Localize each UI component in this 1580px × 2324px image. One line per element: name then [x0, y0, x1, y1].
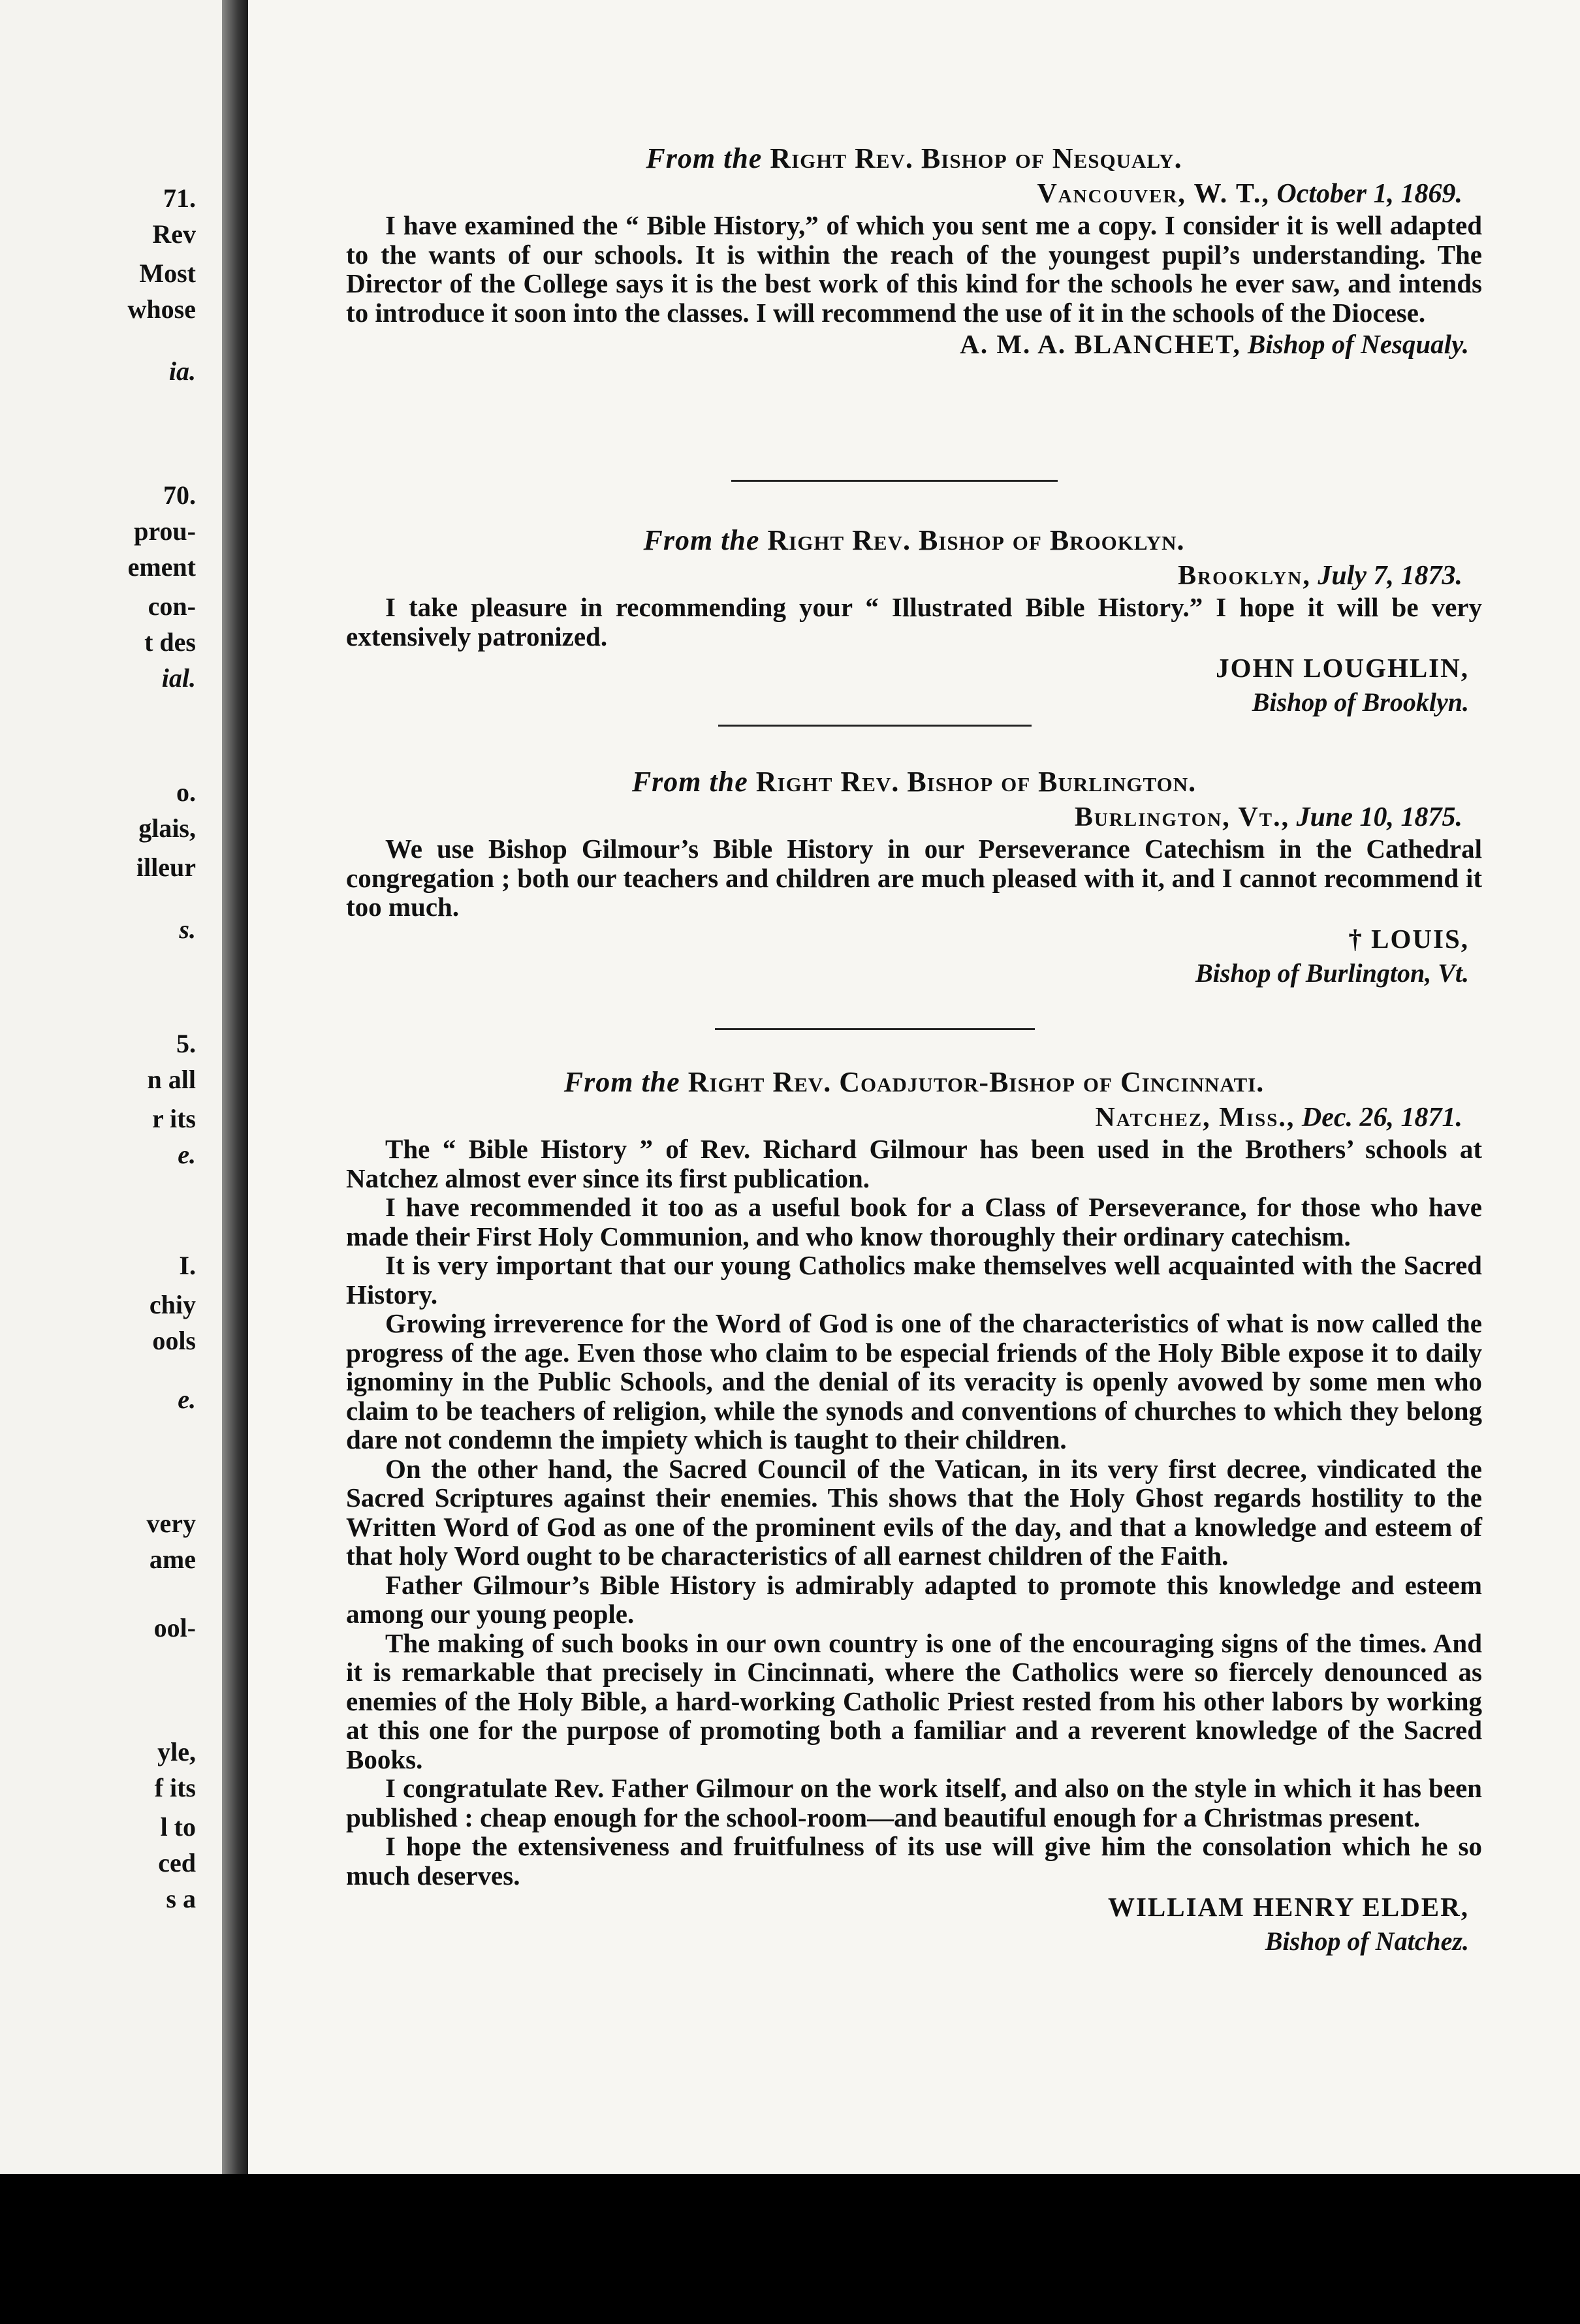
facing-page-text-fragment: ial. [161, 663, 196, 693]
heading-from: From the [563, 1066, 680, 1098]
signature-name: A. M. A. BLANCHET, [960, 329, 1241, 359]
facing-page-text-fragment: whose [127, 294, 196, 324]
facing-page-text-fragment: ced [158, 1848, 196, 1877]
signature-name-text: † LOUIS, [1348, 923, 1469, 954]
signature-name [346, 1890, 1482, 1924]
facing-page-text-fragment: f its [154, 1773, 196, 1802]
facing-page-text-fragment: n all [147, 1065, 196, 1094]
letter-paragraph: The making of such books in our own country is one of the encouraging signs of the times. And it is remarkable that precisely in Cincinnati, where the Catholics were so fiercely denounced as enemies of the Holy Bible, a hard-working Catholic Priest rested from his other labors by working at this one for the purpose of promoting both a familiar and a reverent knowledge of the Sacred Books. [346, 1627, 1482, 1774]
heading-bishop: Right Rev. Coadjutor-Bishop of Cincinnati. [687, 1066, 1265, 1098]
facing-page-text-fragment: 70. [163, 480, 196, 510]
letter-paragraph: I take pleasure in recommending your “ Illustrated Bible History.” I hope it will be very extensively patronized. [346, 592, 1482, 652]
dateline-place: Vancouver, W. T., [1037, 179, 1270, 209]
letter-paragraph: I have recommended it too as a useful book for a Class of Perseverance, for those who have made their First Holy Communion, and who know thoroughly their ordinary catechism. [346, 1192, 1482, 1251]
heading-from: From the [643, 524, 760, 556]
letter-paragraph: I have examined the “ Bible History,” of which you sent me a copy. I consider it is well adapted to the wants of our schools. It is within the reach of the youngest pupil’s understanding. The Director of the College says it is the best work of this kind for the schools he ever saw, and intends to introduce it soon into the classes. I will recommend the use of it in the schools of the Diocese. [346, 210, 1482, 328]
facing-page-text-fragment: ement [127, 552, 196, 582]
letter-paragraph: I hope the extensiveness and fruitfulness of its use will give him the consolation which he so much deserves. [346, 1831, 1482, 1891]
section-divider [718, 725, 1032, 727]
testimonial-letter [346, 1064, 1482, 1959]
signature-name-text: JOHN LOUGHLIN, [1216, 653, 1469, 683]
testimonial-letter [346, 764, 1482, 991]
signature [346, 327, 1482, 361]
facing-page-text-fragment: Rev [152, 219, 196, 249]
testimonial-letter [346, 140, 1482, 361]
facing-page-text-fragment: ool- [153, 1613, 196, 1642]
letter-heading [346, 140, 1482, 177]
signature-title: Bishop of Burlington, Vt. [1195, 958, 1469, 988]
dateline-date: June 10, 1875. [1296, 802, 1462, 832]
facing-page-text-fragment: l to [160, 1812, 196, 1842]
letter-paragraph: Growing irreverence for the Word of God is one of the characteristics of what is now called the progress of the age. Even those who claim to be especial friends of the Holy Bible expose it to daily ignominy in the Public Schools, and the denial of its veracity is openly avowed by some men who claim to be teachers of religion, while the synods and conventions of churches to which they belong dare not condemn the impiety which is taught to their children. [346, 1308, 1482, 1454]
dateline-date: Dec. 26, 1871. [1301, 1103, 1462, 1133]
dateline [346, 800, 1482, 834]
signature-name [346, 922, 1482, 956]
facing-page-text-fragment: prou- [134, 516, 196, 546]
facing-page-text-fragment: Most [139, 259, 196, 288]
dateline-date: July 7, 1873. [1318, 561, 1462, 591]
signature-title: Bishop of Natchez. [1265, 1926, 1469, 1956]
letter-paragraph: I congratulate Rev. Father Gilmour on the work itself, and also on the style in which it has been published : cheap enough for the school-room—and beautiful enough for a Christmas present. [346, 1773, 1482, 1832]
facing-page-text-fragment: t des [144, 627, 196, 657]
letter-heading [346, 522, 1482, 559]
signature-name [346, 651, 1482, 685]
signature-name-text: WILLIAM HENRY ELDER, [1107, 1892, 1469, 1922]
heading-from: From the [631, 766, 748, 798]
facing-page-text-fragment: glais, [138, 813, 196, 843]
letter-paragraph: Father Gilmour’s Bible History is admirably adapted to promote this knowledge and esteem among our young people. [346, 1569, 1482, 1629]
facing-page-text-fragment: con- [148, 591, 196, 621]
letter-paragraph: On the other hand, the Sacred Council of the Vatican, in its very first decree, vindicated the Sacred Scriptures against their enemies. This shows that the Holy Ghost regards hostility to the Written Word of God as one of the prominent evils of the day, and that a knowledge and esteem of that holy Word ought to be characteristics of all earnest children of the Faith. [346, 1453, 1482, 1571]
section-divider [731, 480, 1058, 482]
dateline-place: Burlington, Vt., [1074, 802, 1290, 832]
dateline [346, 559, 1482, 593]
letter-paragraph: The “ Bible History ” of Rev. Richard Gilmour has been used in the Brothers’ schools at Natchez almost ever since its first publication. [346, 1134, 1482, 1193]
scan-background [0, 2174, 1580, 2324]
facing-page-text-fragment: o. [176, 777, 196, 807]
facing-page-text-fragment: ools [152, 1326, 196, 1355]
facing-page-text-fragment: ia. [168, 356, 196, 386]
facing-page-text-fragment: s a [166, 1884, 196, 1913]
heading-bishop: Right Rev. Bishop of Burlington. [755, 766, 1197, 798]
book-gutter [222, 0, 248, 2174]
heading-bishop: Right Rev. Bishop of Nesqualy. [770, 142, 1182, 174]
heading-bishop: Right Rev. Bishop of Brooklyn. [767, 524, 1185, 556]
dateline-date: October 1, 1869. [1276, 179, 1462, 209]
facing-page-text-fragment: yle, [157, 1737, 196, 1767]
letter-paragraph: We use Bishop Gilmour’s Bible History in our Perseverance Catechism in the Cathedral congregation ; both our teachers and children are much pleased with it, and I cannot recommend it too much. [346, 834, 1482, 922]
facing-page-fragment [0, 0, 222, 2174]
facing-page-text-fragment: e. [178, 1140, 196, 1169]
letter-heading [346, 764, 1482, 800]
heading-from: From the [646, 142, 763, 174]
facing-page-text-fragment: very [146, 1509, 196, 1538]
dateline [346, 1101, 1482, 1135]
testimonial-letter [346, 522, 1482, 720]
section-divider [715, 1028, 1035, 1030]
facing-page-text-fragment: ame [149, 1545, 196, 1574]
facing-page-text-fragment: s. [179, 915, 196, 944]
signature-title: Bishop of Nesqualy. [1247, 329, 1469, 359]
dateline-place: Brooklyn, [1178, 561, 1311, 591]
testimonials-page [248, 0, 1580, 2174]
facing-page-text-fragment: r its [151, 1104, 196, 1133]
facing-page-text-fragment: chiy [149, 1290, 196, 1319]
dateline [346, 177, 1482, 211]
facing-page-text-fragment: illeur [136, 853, 196, 882]
letter-heading [346, 1064, 1482, 1101]
facing-page-text-fragment: 5. [176, 1029, 196, 1058]
facing-page-text-fragment: I. [179, 1251, 196, 1280]
facing-page-text-fragment: e. [178, 1385, 196, 1414]
signature-title: Bishop of Brooklyn. [1252, 687, 1469, 717]
facing-page-text-fragment: 71. [163, 183, 196, 213]
dateline-place: Natchez, Miss., [1095, 1103, 1295, 1133]
letter-paragraph: It is very important that our young Catholics make themselves well acquainted with the Sacred History. [346, 1250, 1482, 1310]
